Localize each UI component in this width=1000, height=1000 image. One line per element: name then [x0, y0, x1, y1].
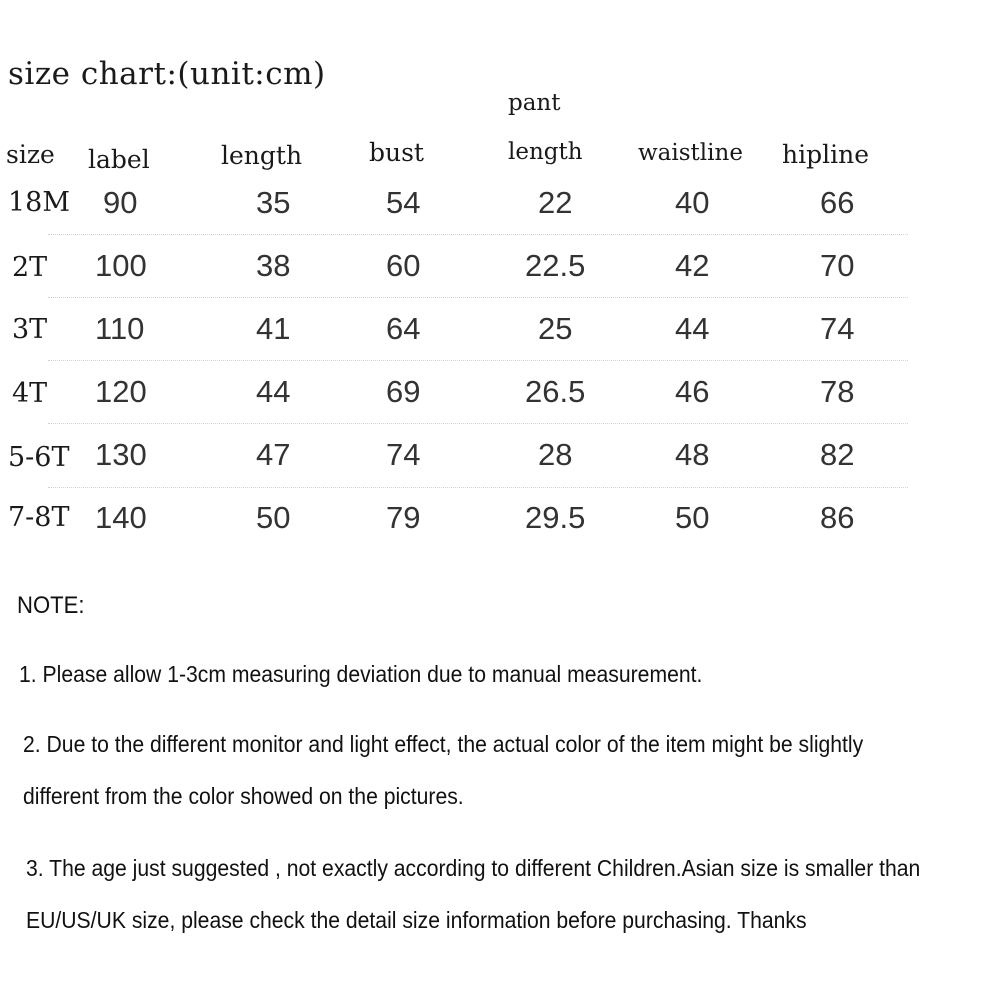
- cell-label: 100: [95, 248, 147, 283]
- cell-waistline: 48: [675, 437, 710, 472]
- note-item-3-line-1: 3. The age just suggested , not exactly according to different Children.Asian size is smaller than: [26, 855, 921, 881]
- cell-waistline: 40: [675, 185, 710, 220]
- cell-pant-length: 22: [538, 185, 573, 220]
- cell-length: 50: [256, 500, 291, 535]
- cell-pant-length: 25: [538, 311, 573, 346]
- cell-label: 140: [95, 500, 147, 535]
- header-waistline: waistline: [638, 140, 743, 166]
- note-item-3-line-2: EU/US/UK size, please check the detail size information before purchasing. Thanks: [26, 907, 807, 933]
- cell-hipline: 78: [820, 374, 855, 409]
- row-divider: [48, 360, 908, 361]
- row-divider: [48, 297, 908, 298]
- header-bust: bust: [369, 138, 424, 167]
- header-hipline: hipline: [782, 140, 869, 169]
- note-item-2-line-2: different from the color showed on the pictures.: [23, 783, 464, 809]
- cell-bust: 54: [386, 185, 421, 220]
- cell-hipline: 66: [820, 185, 855, 220]
- header-length: length: [221, 141, 303, 170]
- note-item-2-line-1: 2. Due to the different monitor and light effect, the actual color of the item might be slightly: [23, 731, 864, 757]
- cell-bust: 64: [386, 311, 421, 346]
- row-divider: [48, 423, 908, 424]
- cell-size: 18M: [8, 187, 71, 218]
- cell-label: 110: [95, 311, 145, 346]
- cell-length: 41: [256, 311, 291, 346]
- cell-bust: 74: [386, 437, 421, 472]
- note-item-1: 1. Please allow 1-3cm measuring deviation due to manual measurement.: [19, 661, 703, 687]
- note-heading: NOTE:: [17, 592, 85, 619]
- cell-pant-length: 28: [538, 437, 573, 472]
- header-pant-length: length: [508, 139, 583, 165]
- cell-size: 4T: [12, 378, 48, 409]
- cell-label: 130: [95, 437, 147, 472]
- header-size: size: [6, 140, 55, 169]
- cell-waistline: 44: [675, 311, 710, 346]
- cell-hipline: 70: [820, 248, 855, 283]
- cell-pant-length: 26.5: [525, 374, 586, 409]
- row-divider: [48, 234, 908, 235]
- cell-bust: 60: [386, 248, 421, 283]
- cell-label: 90: [103, 185, 138, 220]
- cell-waistline: 42: [675, 248, 710, 283]
- header-pant: pant: [508, 90, 561, 116]
- cell-size: 5-6T: [8, 442, 70, 473]
- cell-size: 3T: [12, 314, 48, 345]
- cell-hipline: 74: [820, 311, 855, 346]
- cell-bust: 69: [386, 374, 421, 409]
- cell-label: 120: [95, 374, 147, 409]
- header-label: label: [88, 145, 150, 174]
- cell-length: 47: [256, 437, 291, 472]
- cell-length: 38: [256, 248, 291, 283]
- cell-size: 7-8T: [8, 502, 70, 533]
- cell-hipline: 82: [820, 437, 855, 472]
- cell-length: 35: [256, 185, 291, 220]
- cell-hipline: 86: [820, 500, 855, 535]
- cell-pant-length: 22.5: [525, 248, 586, 283]
- cell-pant-length: 29.5: [525, 500, 586, 535]
- cell-size: 2T: [12, 252, 48, 283]
- cell-waistline: 46: [675, 374, 710, 409]
- cell-length: 44: [256, 374, 291, 409]
- row-divider: [48, 487, 908, 488]
- cell-bust: 79: [386, 500, 421, 535]
- cell-waistline: 50: [675, 500, 710, 535]
- page-title: size chart:(unit:cm): [8, 56, 326, 92]
